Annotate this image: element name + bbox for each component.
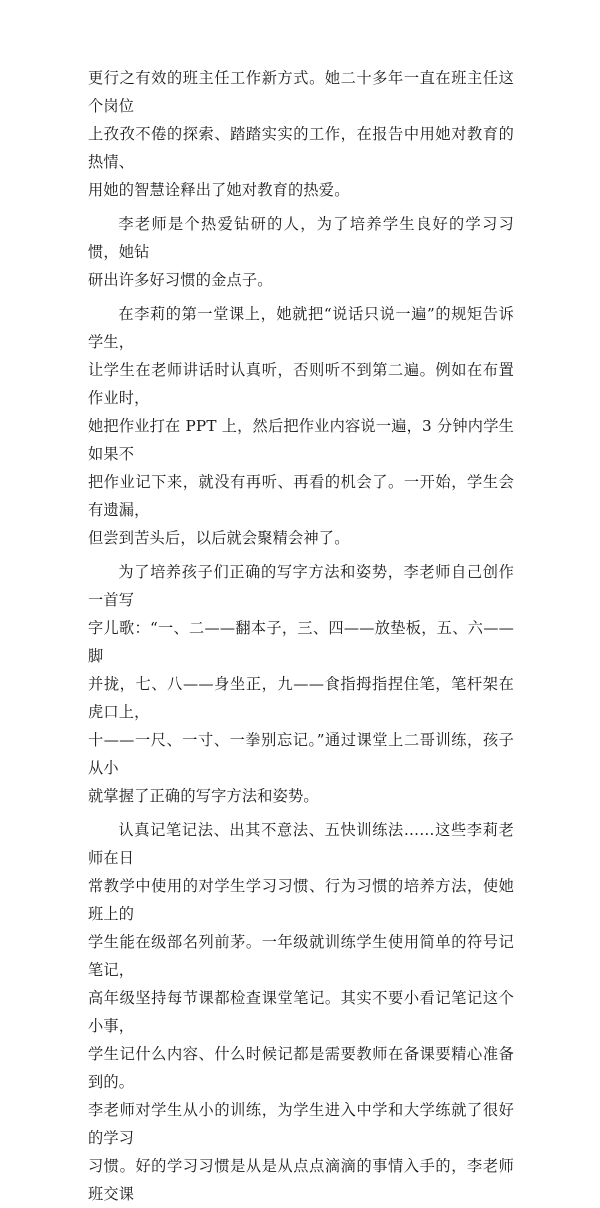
text-line: 并拢，七、八——身坐正，九——食指拇指捏住笔，笔杆架在虎口上， <box>88 675 514 721</box>
text-line: 习惯。好的学习习惯是从是从点点滴滴的事情入手的，李老师班交课 <box>88 1157 514 1203</box>
text-line: 就掌握了正确的写字方法和姿势。 <box>88 787 319 805</box>
text-line: 为了培养孩子们正确的写字方法和姿势，李老师自己创作一首写 <box>88 563 514 609</box>
text-line: 李老师对学生从小的训练，为学生进入中学和大学练就了很好的学习 <box>88 1101 514 1147</box>
paragraph <box>88 816 514 1208</box>
text-line: 但尝到苦头后，以后就会聚精会神了。 <box>88 529 350 547</box>
text-line: 让学生在老师讲话时认真听，否则听不到第二遍。例如在布置作业时， <box>88 361 514 407</box>
text-line: 研出许多好习惯的金点子。 <box>88 271 273 289</box>
text-line: 上孜孜不倦的探索、踏踏实实的工作，在报告中用她对教育的热情、 <box>88 125 514 171</box>
text-line: 字儿歌：“一、二——翻本子，三、四——放垫板，五、六——脚 <box>88 619 514 665</box>
text-line: 常教学中使用的对学生学习习惯、行为习惯的培养方法，使她班上的 <box>88 877 514 923</box>
paragraph <box>88 210 514 294</box>
text-line: 在李莉的第一堂课上，她就把“说话只说一遍”的规矩告诉学生， <box>88 305 514 351</box>
text-line: 学生记什么内容、什么时候记都是需要教师在备课要精心准备到的。 <box>88 1045 514 1091</box>
text-line: 高年级坚持每节课都检查课堂笔记。其实不要小看记笔记这个小事， <box>88 989 514 1035</box>
paragraph <box>88 64 514 204</box>
document-body <box>88 64 514 1208</box>
text-line: 学生能在级部名列前茅。一年级就训练学生使用简单的符号记笔记， <box>88 933 514 979</box>
paragraph <box>88 558 514 810</box>
paragraph <box>88 300 514 552</box>
text-line: 认真记笔记法、出其不意法、五快训练法……这些李莉老师在日 <box>88 821 514 867</box>
text-line: 用她的智慧诠释出了她对教育的热爱。 <box>88 181 350 199</box>
text-line: 把作业记下来，就没有再听、再看的机会了。一开始，学生会有遗漏， <box>88 473 514 519</box>
text-line: 她把作业打在 PPT 上，然后把作业内容说一遍，3 分钟内学生如果不 <box>88 417 514 463</box>
text-line: 更行之有效的班主任工作新方式。她二十多年一直在班主任这个岗位 <box>88 69 514 115</box>
text-line: 李老师是个热爱钻研的人，为了培养学生良好的学习习惯，她钻 <box>88 215 514 261</box>
text-line: 十——一尺、一寸、一拳别忘记。”通过课堂上二哥训练，孩子从小 <box>88 731 514 777</box>
